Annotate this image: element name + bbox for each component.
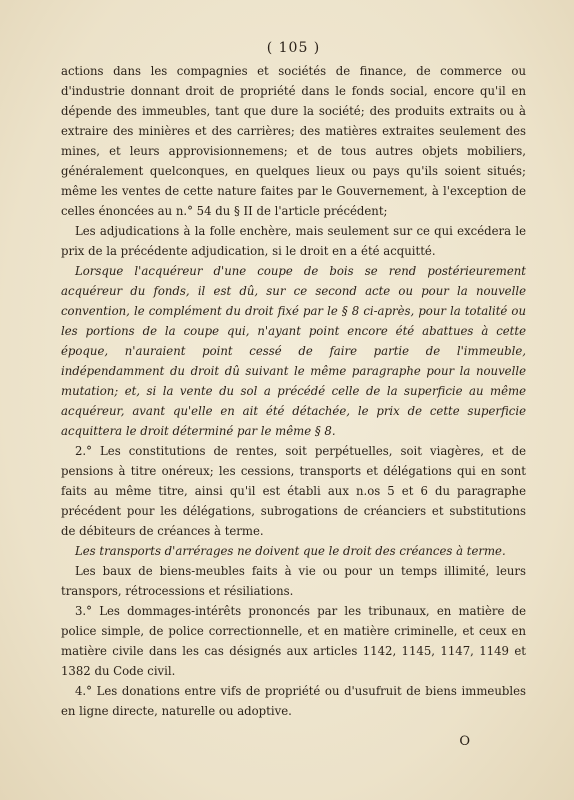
paragraph-constitutions-de-rentes: 2.° Les constitutions de rentes, soit perpétuelles, soit viagères, et de pensions à titre onéreux; les cessions, transports et délégations qui en sont faits au même titre, ainsi qu'il est établi aux n.os 5 et 6 du paragraphe précédent pour les délégations, subrogations de créanciers et substitutions de débiteurs de créances à terme. xyxy=(61,444,526,538)
paragraph-baux-biens-meubles: Les baux de biens-meubles faits à vie ou pour un temps illimité, leurs transpors, rétrocessions et résiliations. xyxy=(61,564,526,598)
paragraph-actions: actions dans les compagnies et sociétés de finance, de commerce ou d'industrie donnant droit de propriété dans le fonds social, encore qu'il en dépende des immeubles, tant que dure la société; des produits extraits ou à extraire des minières et des carrières; des matières extraites seulement des mines, et leurs approvisionnemens; et de tous autres objets mobiliers, généralement quelconques, en quelques lieux ou pays qu'ils soient situés; même les ventes de cette nature faites par le Gouvernement, à l'exception de celles énoncées au n.° 54 du § II de l'article précédent; xyxy=(61,64,526,218)
paragraph-coupe-de-bois: Lorsque l'acquéreur d'une coupe de bois se rend postérieurement acquéreur du fonds, il est dû, sur ce second acte ou pour la nouvelle convention, le complément du droit fixé par le § 8 ci-après, pour la totalité ou les portions de la coupe qui, n'ayant point encore été abattues à cette époque, n'auraient point cessé de faire partie de l'immeuble, indépendamment du droit dû suivant le même paragraphe pour la nouvelle mutation; et, si la vente du sol a précédé celle de la superficie au même acquéreur, avant qu'elle en ait été détachée, le prix de cette superficie acquittera le droit déterminé par le même § 8. xyxy=(61,264,526,438)
paragraph-dommages-interets: 3.° Les dommages-intérêts prononcés par les tribunaux, en matière de police simple, de police correctionnelle, et en matière criminelle, et ceux en matière civile dans les cas désignés aux articles 1142, 1145, 1147, 1149 et 1382 du Code civil. xyxy=(61,604,526,678)
paragraph-donations: 4.° Les donations entre vifs de propriété ou d'usufruit de biens immeubles en ligne directe, naturelle ou adoptive. xyxy=(61,684,526,718)
signature-mark: O xyxy=(459,734,470,749)
paragraph-transports-arrerages: Les transports d'arrérages ne doivent que le droit des créances à terme. xyxy=(75,544,506,558)
page-number: ( 105 ) xyxy=(266,40,321,56)
paragraph-adjudications: Les adjudications à la folle enchère, mais seulement sur ce qui excédera le prix de la précédente adjudication, si le droit en a été acquitté. xyxy=(61,224,526,258)
